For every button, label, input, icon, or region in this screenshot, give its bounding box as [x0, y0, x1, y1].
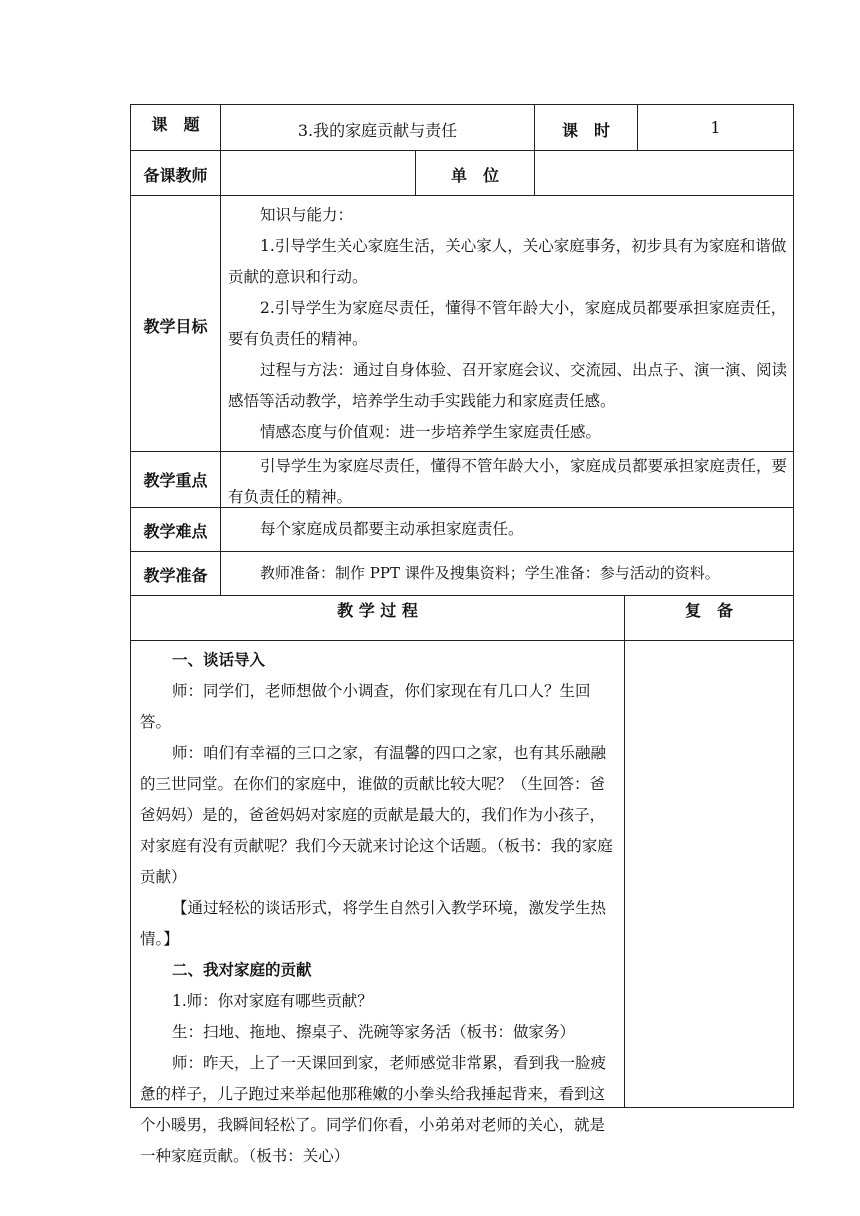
topic-label: 课 题 [151, 115, 200, 134]
process-content [140, 645, 618, 1172]
goals-line: 2.引导学生为家庭尽责任，懂得不管年龄大小，家庭成员都要承担家庭责任，要有负责任的精神。 [228, 299, 787, 348]
goals-line: 过程与方法：通过自身体验、召开家庭会议、交流园、出点子、演一演、阅读感悟等活动教学，培养学生动手实践能力和家庭责任感。 [228, 361, 788, 410]
key-points-content [228, 451, 788, 513]
process-paragraph: 生：扫地、拖地、擦桌子、洗碗等家务活（板书：做家务） [172, 1023, 576, 1041]
key-points-text: 引导学生为家庭尽责任，懂得不管年龄大小，家庭成员都要承担家庭责任，要有负责任的精神。 [228, 457, 788, 506]
table-row-divider [130, 595, 794, 596]
preparation-content [228, 558, 792, 589]
period-label: 课 时 [561, 121, 610, 140]
table-col-divider [220, 104, 221, 595]
table-border-top [130, 104, 794, 105]
process-paragraph: 师：昨天，上了一天课回到家，老师感觉非常累，看到我一脸疲惫的样子，儿子跑过来举起他那稚嫩的小拳头给我捶起背来，看到这个小暖男，我瞬间轻松了。同学们你看，小弟弟对老师的关心，就是一种家庭贡献。（板书：关心） [140, 1054, 607, 1165]
difficulties-text: 每个家庭成员都要主动承担家庭责任。 [260, 520, 524, 538]
goals-line: 知识与能力： [260, 206, 354, 224]
difficulties-label: 教学难点 [143, 522, 208, 541]
review-header: 复 备 [684, 601, 733, 620]
process-header: 教 学 过 程 [337, 601, 418, 620]
topic-value: 3.我的家庭贡献与责任 [297, 121, 458, 140]
section-title: 二、我对家庭的贡献 [172, 961, 312, 979]
teacher-label: 备课教师 [143, 166, 208, 185]
key-points-label: 教学重点 [143, 471, 208, 490]
process-paragraph: 1.师：你对家庭有哪些贡献？ [172, 992, 373, 1010]
preparation-text: 教师准备：制作 PPT 课件及搜集资料；学生准备：参与活动的资料。 [260, 564, 720, 582]
goals-line: 情感态度与价值观：进一步培养学生家庭责任感。 [260, 423, 602, 441]
table-row-divider [130, 150, 794, 151]
design-note: 【通过轻松的谈话形式，将学生自然引入教学环境，激发学生热情。】 [140, 899, 607, 948]
difficulties-content [228, 514, 788, 545]
table-border-right [793, 104, 794, 1108]
section-title: 一、谈话导入 [172, 651, 266, 669]
preparation-label: 教学准备 [143, 566, 208, 585]
table-row-divider [130, 640, 794, 641]
table-col-divider [624, 595, 625, 1108]
process-paragraph: 师：同学们，老师想做个小调查，你们家现在有几口人？生回答。 [140, 682, 591, 731]
table-row-divider [130, 551, 794, 552]
table-row-divider [130, 195, 794, 196]
unit-label: 单 位 [450, 166, 499, 185]
goals-label: 教学目标 [143, 317, 208, 336]
period-value: 1 [710, 118, 721, 137]
process-paragraph: 师：咱们有幸福的三口之家，有温馨的四口之家，也有其乐融融的三世同堂。在你们的家庭中，谁做的贡献比较大呢？（生回答：爸爸妈妈）是的，爸爸妈妈对家庭的贡献是最大的，我们作为小孩子，对家庭有没有贡献呢？我们今天就来讨论这个话题。（板书：我的家庭贡献） [140, 744, 613, 886]
goals-line: 1.引导学生关心家庭生活，关心家人，关心家庭事务，初步具有为家庭和谐做贡献的意识和行动。 [228, 237, 787, 286]
goals-content [228, 200, 788, 448]
